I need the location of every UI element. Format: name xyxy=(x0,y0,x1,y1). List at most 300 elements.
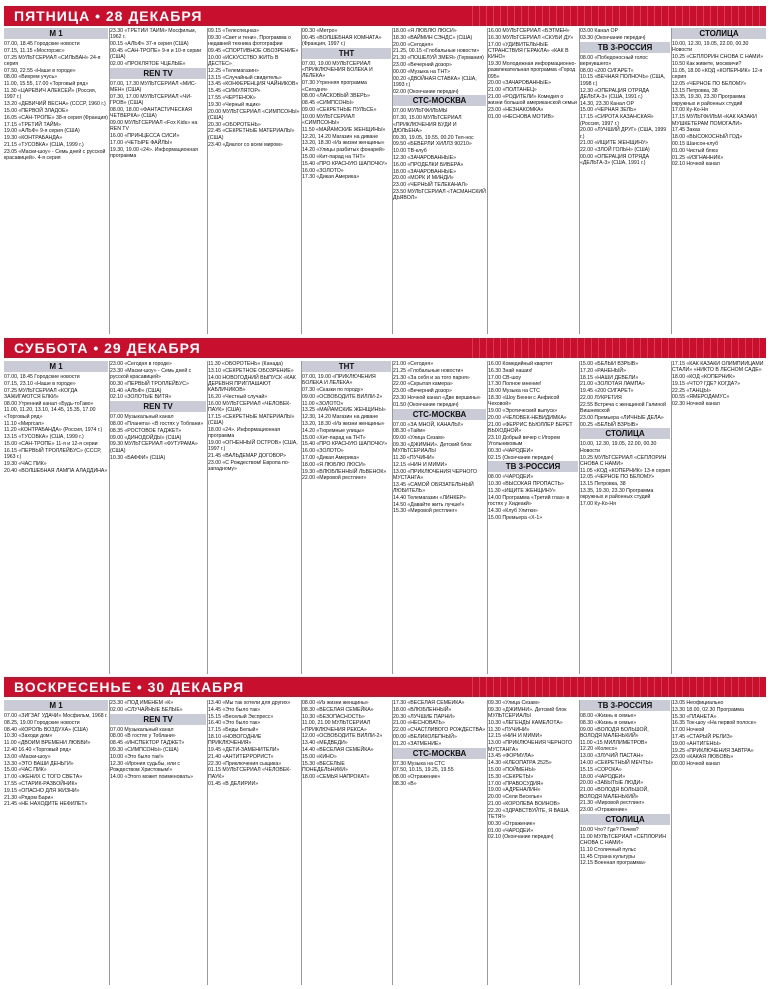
program-entry: 21.15 «ТУСОВКА» (США, 1999 г.) xyxy=(4,141,84,148)
column-divider xyxy=(671,361,672,674)
program-entry: 11.10 «Миргсап» xyxy=(4,420,44,427)
program-entry: 11.30 «ПУЧИНИ» xyxy=(488,726,530,733)
schedule-column xyxy=(302,700,391,985)
program-entry: 09.15 «Телеспецназ» xyxy=(208,28,260,34)
program-entry: 22.00 «Мировой рестлинг» xyxy=(302,475,367,482)
program-entry: 09.30 «ДЖИМНИ». Детский блок МУЛЬТСЕРИАЛЫ xyxy=(393,441,472,455)
program-entry: 12.40 16.40 «Торговый ряд» xyxy=(4,746,72,753)
program-entry: 19.15 «ЧТО? ГДЕ? КОГДА?» xyxy=(672,380,741,387)
program-entry: 08.30 «В» xyxy=(393,780,417,787)
program-entry: 00.30 «ПЕРВЫЙ ТРОЛЛЕЙБУС» xyxy=(110,380,189,387)
program-entry: 10.25 «СЕПЛОРИН СНОВА С НАМИ» xyxy=(672,54,764,61)
program-entry: 16.20 «Честный случай» xyxy=(208,393,268,400)
program-entry: 08.45 «ИНСПЕКТОР ГАДЖЕТ» xyxy=(110,740,185,747)
program-entry: 03.00 Канал ОР xyxy=(580,28,619,34)
program-entry: 02.00 «СЛУЧАЙНЫЕ БЕЛЫЕ» xyxy=(110,706,183,713)
program-entry: 17.45 «СТАРЫЙ РЕЛИЗ» xyxy=(672,733,733,740)
program-entry: 09.30 МУЛЬТСЕРИАЛ «ФУТУРАМА» (США) xyxy=(110,441,198,454)
program-entry: 13.35, 19.30, 23.30 Программа окружных и районных студий xyxy=(580,488,654,501)
program-entry: 02.30 Ночной канал xyxy=(672,401,720,408)
program-entry: 13.20 «ДЕВИЧИЙ ВЕСНА» (СССР, 1960 г.) xyxy=(4,101,106,108)
program-entry: 18.15 «НАШИ ДЕВЕЛИ» xyxy=(580,374,639,381)
program-entry: 13.30 18.00, 02.30 Программа xyxy=(672,706,744,713)
program-entry: 07.00 Музыкальный канал xyxy=(110,726,174,733)
program-entry: 16.35 Ток-шоу «На первой полосе» xyxy=(672,720,757,727)
program-entry: 21.40 «АНТИТЕРРОРИСТ» xyxy=(208,753,274,760)
program-entry: 21.30 «Мировой рестлинг» xyxy=(580,800,645,807)
channel-header: ТВ 3-РОССИЯ xyxy=(580,42,670,53)
schedule-column xyxy=(4,700,108,985)
program-entry: 17.15 «СЕКРЕТНЫЕ МАТЕРИАЛЫ» (США) xyxy=(208,413,295,427)
program-entry: 18.00 «ВЫСОКОСНЫЙ ГОД» xyxy=(672,134,743,141)
program-entry: 10.50 Как живете, москвичи? xyxy=(672,60,742,67)
program-entry: 13.00 «ПРИКЛЮЧЕНИЯ ЧЕРНОГО МУСТАНГА» xyxy=(393,468,478,481)
program-entry: 19.00 «АДРЕНАЛИН» xyxy=(488,787,541,794)
program-entry: 20.00 «ЧЕЛОВЕК-НЕВИДИМКА» xyxy=(488,414,567,421)
schedule-column xyxy=(110,700,206,985)
program-entry: 19.30 «КОНТРАБАНДА» xyxy=(4,135,63,142)
program-entry: 10.30 «ВЫСОКАЯ ПРОПАСТЬ» xyxy=(488,481,564,488)
program-entry: 12.30 «ЗАЧАРОВАННЫЕ» xyxy=(393,155,456,162)
program-entry: 23.30 Ночной канал «Две вершины» xyxy=(393,394,481,401)
program-entry: 07.00, 19.00 «ПРИКЛЮЧЕНИЯ БОЛЕКА И ЛЕЛЕКА» xyxy=(302,374,376,387)
program-entry: 23.00 «С Рождеством! Европа по-западному» xyxy=(208,459,290,473)
program-entry: 00.00 «ОПЕРАЦИЯ ОТРЯДА «ДЕЛЬТА-3» (США, 1991 г.) xyxy=(580,154,650,167)
program-entry: 21.00 «ФЕРРИС БЬЮЛЛЕР БЕРЕТ ВЫХОДНОЙ» xyxy=(488,421,573,434)
program-entry: 01.25 «ИЗГНАННИК» xyxy=(672,154,724,161)
program-entry: 14.20 «Тюремные улицы» xyxy=(302,427,365,434)
program-entry: 01.15 МУЛЬТСЕРИАЛ «ЧЕЛОВЕК-ПАУК» xyxy=(208,767,292,780)
program-entry: 17.15 «СИРОТА КАЗАНСКАЯ» (Россия, 1997 г.) xyxy=(580,114,654,127)
program-entry: 16.40 «Это было так» xyxy=(208,720,261,727)
program-entry: 14.40 Телемагазин «ЛИНКЕР» xyxy=(393,494,466,501)
program-entry: 23.00 Премьера «ЛИЧНЫЕ ДЕЛА» xyxy=(580,414,664,421)
column-divider xyxy=(579,700,580,985)
program-entry: 02.10 Ночной канал xyxy=(672,161,720,168)
program-entry: 21.30 «Рядом Бари» xyxy=(4,794,54,801)
program-entry: 20.00 «Сели Веселье» xyxy=(488,794,543,801)
program-entry: 15.00 «Кит-парад на ТНТ» xyxy=(302,154,366,161)
program-entry: 10.30 «ЛЕГЕНДЫ КАМЕЛОТА» xyxy=(488,719,563,726)
program-entry: 18.00 «КОД «КОПЕРНИК» xyxy=(672,374,736,381)
program-entry: 18.00 «Я ЛЮБЛЮ ЛЮСИ» xyxy=(302,461,366,468)
schedule-column xyxy=(672,28,766,334)
program-entry: 16.15 «ПЕРВЫЙ ТРОЛЛЕЙБУС» (СССР, 1963 г.) xyxy=(4,447,102,461)
program-entry: 11.00 МУЛЬТСЕРИАЛ «СЕПЛОРИН СНОВА С НАМИ» xyxy=(580,833,666,847)
program-entry: 07.30, 17.00 МУЛЬТСЕРИАЛ «ЧИ-ГРОВ» (США) xyxy=(110,93,192,107)
channel-header: ТВ 3-РОССИЯ xyxy=(488,461,578,472)
program-entry: 14.00 Программа «Третий глаз» в гостях у Хидеакй» xyxy=(488,494,570,508)
program-entry: 12.20, 14.20 Магазин на диване xyxy=(302,133,379,140)
program-entry: 08.00 «Жизнь в семье» xyxy=(580,713,637,719)
program-entry: 09.00 «СЕКРЕТНЫЕ ПУЛЬСЕ» xyxy=(302,106,377,113)
program-entry: 12.05 «ЧЕРНОЕ ПО БЕЛОМУ» xyxy=(580,474,655,481)
program-entry: 00.30 «Метро» xyxy=(302,28,338,34)
program-entry: 16.30 Знай наших! xyxy=(488,367,533,374)
program-entry: 17.20 «РАНЕНЫЙ» xyxy=(580,367,627,374)
program-entry: 15.00 «БЕЛЫЙ ВЗРЫВ» xyxy=(580,361,639,367)
program-entry: 17.15 «КАК КАЗАКИ ОЛИМПИЙЦАМИ СТАЛИ» «НИКТО В ЛЕСНОМ САДЕ» xyxy=(672,361,764,374)
program-entry: 18.00 «ЗАЧАРОВАННЫЕ» xyxy=(393,168,456,175)
program-entry: 21.00 «НЕСНОВАТЬ» xyxy=(393,720,445,727)
program-entry: 21.00 «ПОЛТАНЕЦ» xyxy=(488,87,537,94)
program-entry: 15.45 «СИМУЛЯТОР» xyxy=(208,88,261,95)
program-entry: 01.00 «НЕСНОВА МОТИВ» xyxy=(488,113,554,120)
program-entry: 11.00 «ДВОИМ ВРЕМЕНИ ЛЮБВИ» xyxy=(4,740,91,747)
program-entry: 11.00, 11.20, 13.10, 14.45, 15.35, 17.00 «Торговый ряд» xyxy=(4,407,96,420)
program-entry: 01.40 «АЛЬФ» (США) xyxy=(110,387,162,394)
program-entry: 07.00 Музыкальный канал xyxy=(110,414,174,421)
program-entry: 01.00 «ЧАРОДЕИ» xyxy=(488,827,534,834)
day-header: ПЯТНИЦА • 28 ДЕКАБРЯ xyxy=(4,6,766,26)
program-entry: 17.55 «СТАРИК-РАЗБОЙНИК» xyxy=(4,780,78,787)
program-entry: 08.40 «КОРОЛЬ ВОЗДУХА» (США) xyxy=(4,726,88,733)
schedule-column xyxy=(302,361,391,674)
program-entry: 07.00 «ЗА МНОЙ, КАНАЛЫ!» xyxy=(393,421,464,428)
program-entry: 09.30, 19.05, 19.55, 00.20 Тел-нос xyxy=(393,134,474,141)
program-entry: 14.30 «КЛЕОПАТРА 2525» xyxy=(488,760,552,767)
column-divider xyxy=(487,700,488,985)
program-entry: 10.15 «ВЕЧНАЯ ПОЛНОЧЬ» (США, 1998 г.) xyxy=(580,74,666,87)
program-entry: 14.50 «Давайте жить лучше!» xyxy=(393,501,465,508)
program-entry: 11.05 «КОД «КОПЕРНИК» 13-я серия xyxy=(580,467,670,474)
program-entry: 22.45 «СЕКРЕТНЫЕ МАТЕРИАЛЫ» (США) xyxy=(208,128,295,141)
program-entry: 20.00 «ЛУЧШИЙ ДРУГ» (США, 1999 г.) xyxy=(580,127,667,140)
program-entry: 00.20 «ДВОЙНАЯ СТАВКА» (США, 1993 г.) xyxy=(393,75,477,88)
program-entry: 13.20, 18.30 «Из жизни женщины» xyxy=(302,140,385,147)
program-entry: 07.00, 17.30 МУЛЬТСЕРИАЛ «МИС-МЕН» (США) xyxy=(110,80,197,94)
program-entry: 23.40 «Диалог со всем миром» xyxy=(208,141,283,148)
channel-header: ТВ 3-РОССИЯ xyxy=(580,700,670,711)
schedule-column xyxy=(110,28,206,334)
program-entry: 08.00 «В гостях у Тоблани» xyxy=(110,733,176,740)
program-entry: 22.25 «ТАНЦЫ» xyxy=(672,387,711,394)
program-entry: 13.15 «ТУСОВКА» (США, 1999 г.) xyxy=(4,434,84,441)
program-entry: 16.05 «САН-ТРОПЕ» 38-я серия (Франция) xyxy=(4,114,108,121)
column-divider xyxy=(109,700,110,985)
channel-header: REN TV xyxy=(110,68,206,79)
program-entry: 13.45 «КОНФЕРЕНЦИЯ ЧАЙНИКОВ» xyxy=(208,81,299,88)
program-entry: 19.30 «ВЛЮБЛЕННЫЙ ЛЬВЕНОК» xyxy=(302,468,387,475)
program-entry: 08.00, 18.00 «ФАНТАСТИЧЕСКАЯ ЧЕТВЕРКА» (США) xyxy=(110,106,192,120)
program-entry: 08.00 «ЧАРОДЕИ» xyxy=(488,474,534,481)
program-entry: 14.00 «СЕКРЕТНЫЙ МЕЧТЫ» xyxy=(580,760,654,767)
program-entry: 22.00 «Скрытая камера» xyxy=(393,381,453,388)
program-entry: 20.40 «ВОЛШЕБНАЯ ЛАМПА АЛАДДИНА» xyxy=(4,467,108,474)
schedule-column xyxy=(580,700,670,985)
schedule-column xyxy=(208,28,300,334)
program-entry: 19.30, 19.00 «24». Информационная программа xyxy=(110,146,198,160)
program-entry: 22.00 «СЧАСТЛИВОГО РОЖДЕСТВА» xyxy=(393,727,486,734)
program-entry: 16.30 МУЛЬТСЕРИАЛ «СКУБИ ДУ» xyxy=(488,34,574,41)
program-entry: 15.00 Премьера «Х-1» xyxy=(488,514,543,521)
program-entry: 23.00 «Вечерний дозор» xyxy=(393,61,452,68)
program-entry: 00.45 «САН-ТРОПЕ» 9-я и 10-я серии (США) xyxy=(110,47,202,61)
schedule-column xyxy=(110,361,206,674)
program-entry: 22.00 «ЗЛОЙ ГОЛЬН» (США) xyxy=(580,147,650,154)
program-entry: 23.50 МУЛЬТСЕРИАЛ «ТАСМАНСКИЙ ДЬЯВОЛ» xyxy=(393,189,486,202)
program-entry: 17.00 «ЧЕТЫРЕ ФАЙЛЫ» xyxy=(110,139,173,146)
column-divider xyxy=(109,361,110,674)
program-entry: 19.00 «АНТИГЕНЫ» xyxy=(672,740,721,747)
program-entry: 17.30 «Дикая Америка» xyxy=(302,174,360,181)
program-entry: 20.30 «ЛУЧШИЕ ПАРНИ» xyxy=(393,713,455,720)
schedule-column xyxy=(4,361,108,674)
program-entry: 08.00 «ЛАСКОВЫЙ ЗВЕРЬ» xyxy=(302,93,370,100)
program-entry: 09.00 «ВОЛОДЯ БОЛЬШОЙ, ВОЛОДЯ МАЛЕНЬКИЙ» xyxy=(580,726,649,739)
program-entry: 10.30 «Заходи дом» xyxy=(4,733,53,740)
program-entry: 18.10 «НОВОГОДНИЕ ПРИКЛЮЧЕНИЯ» xyxy=(208,733,262,747)
program-entry: 01.20 «ЗАТМЕНИЕ» xyxy=(393,740,442,747)
program-entry: 23.00 «Сегодня в городе» xyxy=(110,361,172,367)
program-entry: 15.30 «ПЛАНЕТА» xyxy=(672,713,717,720)
schedule-column xyxy=(580,28,670,334)
program-entry: 12.25 «Телемагазин» xyxy=(208,67,259,74)
program-entry: 18.30 «ВАЙМИН СЭНДС» (США) xyxy=(393,34,473,41)
program-entry: 11.00, 21.00 МУЛЬТСЕРИАЛ «ПРИКЛЮЧЕНИЯ РЕКСА» xyxy=(302,720,371,733)
program-entry: 15.00 «ЧАС ПИК» xyxy=(4,767,47,774)
channel-header: М 1 xyxy=(4,700,108,711)
program-entry: 01.45 «В ДЕЛИРИИ» xyxy=(208,780,259,787)
program-entry: 23.00 «КАКАЯ ЛЮБОВЬ» xyxy=(672,754,734,761)
schedule-column xyxy=(4,28,108,334)
program-entry: 19.00 «Эротический выпуск» xyxy=(488,408,558,415)
column-divider xyxy=(392,361,393,674)
column-divider xyxy=(207,361,208,674)
schedule-column xyxy=(208,700,300,985)
program-entry: 13.25 «МАЙАМСКИЕ ЖЕНЩИНЫ» xyxy=(302,407,386,414)
program-entry: 14.45 «Это было так» xyxy=(208,706,261,713)
program-entry: 18.30 «Шоу Бенни с Анфисой Чеховой» xyxy=(488,394,560,408)
program-entry: 07.00, 19.00 МУЛЬТСЕРИАЛ «ПРИКЛЮЧЕНИЯ БОЛЕКА И ЛЕЛЕКА» xyxy=(302,60,373,80)
program-entry: 15.00 «ПОЙМЕНЫ» xyxy=(488,766,536,773)
program-entry: 07.00 «ЗИГЗАГ УДАЧИ» Мосфильм, 1968 г. xyxy=(4,713,108,719)
program-entry: 21.00 «РОДИТЕЛИ» Комедия о жизни большой американской семьи xyxy=(488,93,577,107)
program-entry: 13.40 «МЕДВЕДИ» xyxy=(302,740,348,747)
program-entry: 17.30 «ВЕСЕЛАЯ СЕМЕЙКА» xyxy=(393,700,465,706)
program-entry: 13.45 «САМОЙ ОБЯЗАТЕЛЬНЫЙ ЛЮБИТЕЛЬ» xyxy=(393,481,474,495)
program-entry: 17.00 «Дикая Америка» xyxy=(302,455,360,462)
channel-header: СТС-МОСКВА xyxy=(393,748,486,759)
program-entry: 15.00 «КИНО» xyxy=(302,753,337,760)
program-entry: 09.00 «ДИНОДОЙДЫ» (США) xyxy=(110,434,182,441)
program-entry: 15.30 «ВЕСЕЛЫЕ ПОНЕДЕЛЬНИКИ» xyxy=(302,760,348,773)
program-entry: 11.00, 15.55, 17.00 «Торговый ряд» xyxy=(4,81,89,88)
program-entry: 21.00 «ВОЛОДЯ БОЛЬШОЙ, ВОЛОДЯ МАЛЕНЬКИЙ» xyxy=(580,787,649,800)
program-entry: 11.30 «ЦАРЕВИЧ АЛЕКСЕЙ» (Россия, 1997 г.) xyxy=(4,88,97,101)
program-entry: 07.30, 15.00 МУЛЬТСЕРИАЛ «ПРИКЛЮЧЕНИЯ БУДИ И ДЮЛЬЕНА» xyxy=(393,115,462,134)
program-entry: 07.50, 10.15, 19.25, 19.55 xyxy=(393,767,454,774)
program-entry: 07.30 Утренняя программа «Сегодня» xyxy=(302,80,367,93)
program-entry: 11.20 «КОНТРАБАНДА» (Россия, 1974 г.) xyxy=(4,427,103,434)
program-entry: 19.15 «ОПАСНО ДЛЯ ЖИЗНИ» xyxy=(4,787,80,794)
program-entry: 23.00 «Вечерний дозор» xyxy=(393,388,452,395)
program-entry: 03.30 (Окончание передач) xyxy=(580,34,646,41)
program-entry: 08.00 «Планета» «В гостях у Тоблани» xyxy=(110,421,204,428)
channel-header: М 1 xyxy=(4,361,108,372)
program-entry: 21.25, 00.15 «Глобальные новости» xyxy=(393,48,480,55)
program-entry: 10.30 «БАФФИ» (США) xyxy=(110,454,166,461)
program-entry: 19.30 Молодежная информационно-развлекательная программа «Город 095» xyxy=(488,60,577,80)
program-entry: 14.00 НОВОГОДНИЙ ВЫПУСК «КАК ДЕРЕВНЯ ПРИГЛАШАЮТ КАБЛИЧИКОВ» xyxy=(208,374,296,394)
program-entry: 10.00 ТВ-клуб xyxy=(393,148,427,155)
program-entry: 07.00, 18.45 Городские новости xyxy=(4,374,80,380)
program-entry: 12.30, 14.20 Магазин на диване xyxy=(302,414,379,421)
program-entry: 07.50, 22.55 «Наше в городе» xyxy=(4,67,76,74)
program-entry: 14.00 «Этого может поименовать» xyxy=(110,773,193,780)
program-entry: 08.25, 19.00 Городские новости xyxy=(4,719,80,726)
schedule-column xyxy=(488,28,578,334)
program-entry: 21.00 «КОРОЛЕВА ВОИНОВ» xyxy=(488,800,560,807)
program-entry: 15.30 «Мировой рестлинг» xyxy=(393,508,458,515)
program-entry: 17.15 «ТРЕТИЙ ТАЙМ» xyxy=(4,121,61,128)
program-entry: 08.30 «Жизнь в семье» xyxy=(580,719,637,726)
program-entry: 22.20 «ЗДРАВСТВУЙТЕ, Я ВАША ТЕТЯ!» xyxy=(488,807,569,821)
program-entry: 16.00 «ЗОЛОТО» xyxy=(302,448,344,455)
program-entry: 07.30 «Сказки по городу» xyxy=(302,387,364,394)
program-entry: 18.00 «ВЛЮБЛЕННЫЙ» xyxy=(393,706,452,713)
program-entry: 10.25 МУЛЬТСЕРИАЛ «СЕПЛОРИН СНОВА С НАМИ» xyxy=(580,454,667,467)
program-entry: 16.00 МУЛЬТСЕРИАЛ «ЧЕЛОВЕК-ПАУК» (США) xyxy=(208,400,292,414)
program-entry: 15.15 «СОРОКА» xyxy=(580,766,622,773)
program-entry: 23.30 «ТРЕТИЙ ТАЙМ» Мосфильм, 1962 г. xyxy=(110,28,197,41)
program-entry: 21.30 «ПОШЕЛУЙ ЗМЕЯ» (Германия) xyxy=(393,55,484,62)
program-entry: 17.00 Ку-Ко-Ня xyxy=(580,501,616,508)
day-section xyxy=(4,361,766,674)
program-entry: 02.00 «ПРОКЛЯТОЕ ЧЦЕЛЫЕ» xyxy=(110,60,186,67)
channel-header: СТС-МОСКВА xyxy=(393,409,486,420)
program-entry: 02.10 (Окончание передач) xyxy=(488,834,554,841)
program-entry: 01.50 (Окончание передач) xyxy=(393,401,459,408)
program-entry: 08.00 «Из жизни женщины» xyxy=(302,700,369,706)
program-entry: 15.15 «Веселый Экспресс» xyxy=(208,713,274,720)
program-entry: 17.00 Ку-Ко-Ня xyxy=(672,107,708,114)
program-entry: 19.25 «ПРИКЛЮЧЕНИЯ ЗАВТРА» xyxy=(672,747,754,754)
program-entry: 08.00 Утренний канал «Будь-тоГаво» xyxy=(4,400,94,407)
program-entry: 12.05 «ЧЕРНОЕ ПО БЕЛОМУ» xyxy=(672,80,747,87)
program-entry: 15.00 «Хит-парад на ТНТ» xyxy=(302,434,366,441)
program-entry: 13.15 Петровка, 38 xyxy=(580,481,626,488)
channel-header: ТНТ xyxy=(302,48,391,59)
program-entry: 08.35 «РОСТОВОЕ ГАДЖЕТ» xyxy=(110,427,182,434)
program-entry: 18.00 «ЧАРОДЕИ» xyxy=(580,773,626,780)
program-entry: 11.00 «15 МИЛЛИМЕТРОВ» xyxy=(580,739,648,746)
program-entry: 11.30 «ПУЧИНИ» xyxy=(393,455,435,462)
program-entry: 00.45 «ВОЛШЕБНАЯ КОМНАТА» (Франция, 1997 г.) xyxy=(302,34,382,48)
program-entry: 23.05 «Маски-шоу» - Семь дней с русской красавицей». 4-я серия xyxy=(4,148,106,162)
program-entry: 21.00 «ИЩИТЕ ЖЕНЩИНУ» xyxy=(580,140,648,147)
program-entry: 10.00 Что? Где? Почем? xyxy=(580,826,639,833)
program-entry: 00.30 «ЧАРОДЕИ» xyxy=(488,447,534,454)
program-entry: 14.30 «Клуб Улитки» xyxy=(488,507,538,514)
channel-header: СТОЛИЦА xyxy=(672,28,766,39)
day-header: ВОСКРЕСЕНЬЕ • 30 ДЕКАБРЯ xyxy=(4,677,766,697)
program-entry: 09.45 «СПОРТИВНОЕ ОБОЗРЕНИЕ» xyxy=(208,47,299,54)
program-entry: 08.00 «Вихрем учусь» xyxy=(4,74,58,81)
program-entry: 15.00 «САН-ТРОПЕ» 11-я и 12-я серии xyxy=(4,440,98,447)
column-divider xyxy=(579,361,580,674)
program-entry: 18.00 Музыка на СТС xyxy=(488,388,540,395)
program-entry: 19.30 «ЧАС ПИК» xyxy=(4,460,47,467)
schedule-column xyxy=(208,361,300,674)
column-divider xyxy=(487,361,488,674)
program-entry: 13.35, 19.30, 23.30 Программа окружных и районных студий xyxy=(672,94,746,107)
program-entry: 12.00 «ОСВОБОДИТЕ ВИЛЛИ-2» xyxy=(302,733,383,740)
program-entry: 22.55 Встреча с женщиной Галиной Вишневской xyxy=(580,401,666,415)
program-entry: 18.00 «24». Информационная программа xyxy=(208,426,281,440)
program-entry: 13.40 «Мы так хотели для других» xyxy=(208,700,291,706)
program-entry: 23.10 Добрый вечер с Игорем Угольниковым xyxy=(488,434,560,448)
column-divider xyxy=(207,700,208,985)
program-entry: 11.30 «ИЩИТЕ ЖЕНЩИНУ» xyxy=(488,488,556,495)
program-entry: 15.40 «ПРО КРАСНУЮ ШАПОЧКУ» xyxy=(302,160,388,167)
program-entry: 02.15 (Окончание передач) xyxy=(488,454,554,461)
column-divider xyxy=(671,700,672,985)
program-entry: 20.00 МУЛЬТСЕРИАЛ «СИМПСОНЫ» (США) xyxy=(208,108,300,121)
program-entry: 20.30 «ОБОРОТЕНЬ» xyxy=(208,121,261,128)
program-entry: 00.00 «ВЕЛИКОЛЕПНЫЙ» xyxy=(393,733,457,740)
schedule-column xyxy=(672,700,766,985)
program-entry: 12.15 «НИН И МИМИ» xyxy=(488,733,543,740)
program-entry: 08.00 «Победоносный голос вернувшего» xyxy=(580,54,648,67)
program-entry: 12.15 Военная программа» xyxy=(580,860,646,867)
program-entry: 12.30 «ОПЕРАЦИЯ ОТРЯДА ДЕЛЬТА-3» (США, 1991 г.) xyxy=(580,87,650,100)
program-entry: 09.30 «Свет и тени». Программа о недавней техника фотографии xyxy=(208,34,291,48)
program-entry: 13.05 Неофициально xyxy=(672,700,724,706)
program-entry: 23.00 «Отражение» xyxy=(580,807,628,814)
program-entry: 17.00 «ЖЕНИХ С ТОГО СВЕТА» xyxy=(4,774,83,781)
schedule-column xyxy=(488,361,578,674)
program-entry: 09.30 «ДЖИМНИ». Детский блок МУЛЬТСЕРИАЛЫ xyxy=(488,706,567,720)
program-entry: 09.50 «БЕВЕРЛИ ХИЛЛЗ 90210» xyxy=(393,141,472,148)
program-entry: 17.15 «Беды Белый» xyxy=(208,727,259,734)
program-entry: 10.00 «Это было так!» xyxy=(110,753,164,760)
column-divider xyxy=(301,361,302,674)
program-entry: 20.00 «ЗАЧАРОВАННЫЕ» xyxy=(488,80,551,87)
program-entry: 07.25 МУЛЬТСЕРИАЛ «СИЛЬВАН» 24-я серия xyxy=(4,54,101,67)
program-entry: 09.00 «Улица Сезам» xyxy=(393,435,445,442)
program-entry: 19.00 «АЛЬФ» 9-я серия (США) xyxy=(4,128,80,135)
program-entry: 00.30 «Отражение» xyxy=(488,820,536,827)
column-divider xyxy=(301,700,302,985)
program-entry: 02.00 (Окончание передач) xyxy=(393,88,459,95)
program-entry: 15.00 «ПЕРВОЙ ЗЛАДОЕ» xyxy=(4,107,69,114)
program-entry: 13.00 «ЗЛУЧИЙ ПАСТАН» xyxy=(580,753,644,760)
program-entry: 20.00 «МОРК И МИНДИ» xyxy=(393,175,454,182)
program-entry: 23.30 «ПОД ИМЕНЕМ «К» xyxy=(110,700,174,706)
program-entry: 16.00 «ПРОДЕЛКИ БИБЕРА» xyxy=(393,161,464,168)
program-entry: 10.00, 12.30, 19.05, 22.00, 00.30 Новости xyxy=(580,441,657,454)
channel-header: СТОЛИЦА xyxy=(580,814,670,825)
program-entry: 13.45 «ФОРМУЛА» xyxy=(488,753,534,760)
program-entry: 12.30 «Ирония судьбы, или с Рождеством Христовым!» xyxy=(110,760,181,773)
program-entry: 11.45 Страна культуры xyxy=(580,853,635,860)
program-entry: 10.00 МУЛЬТСЕРИАЛ «СИМПСОНЫ» xyxy=(302,113,355,127)
program-entry: 17.55 «ЧЕРТЕНОК» xyxy=(208,94,256,101)
program-entry: 16.00 Комедийный квартет xyxy=(488,361,553,367)
program-entry: 08.00 «Отражение» xyxy=(393,774,441,781)
program-entry: 09.00 МУЛЬТСЕРИАЛ «Fox Kids» на REN TV xyxy=(110,120,198,133)
program-entry: 08.45 «СИМПСОНЫ» xyxy=(302,100,354,107)
program-entry: 13.20, 18.30 «Из жизни женщины» xyxy=(302,421,385,428)
day-header: СУББОТА • 29 ДЕКАБРЯ xyxy=(4,338,766,358)
program-entry: 21.45 «НЕ НАХОДИТЕ НЕФИЛЕТ» xyxy=(4,801,88,808)
column-divider xyxy=(392,28,393,334)
program-entry: 18.00 «СЕМЬЯ НАПРОКАТ» xyxy=(302,773,370,780)
program-entry: 00.15 Шансон-клуб xyxy=(672,140,719,147)
program-entry: 21.00 «Сегодня» xyxy=(393,361,434,367)
program-entry: 11.00 «ЗОЛОТО» xyxy=(302,400,344,407)
